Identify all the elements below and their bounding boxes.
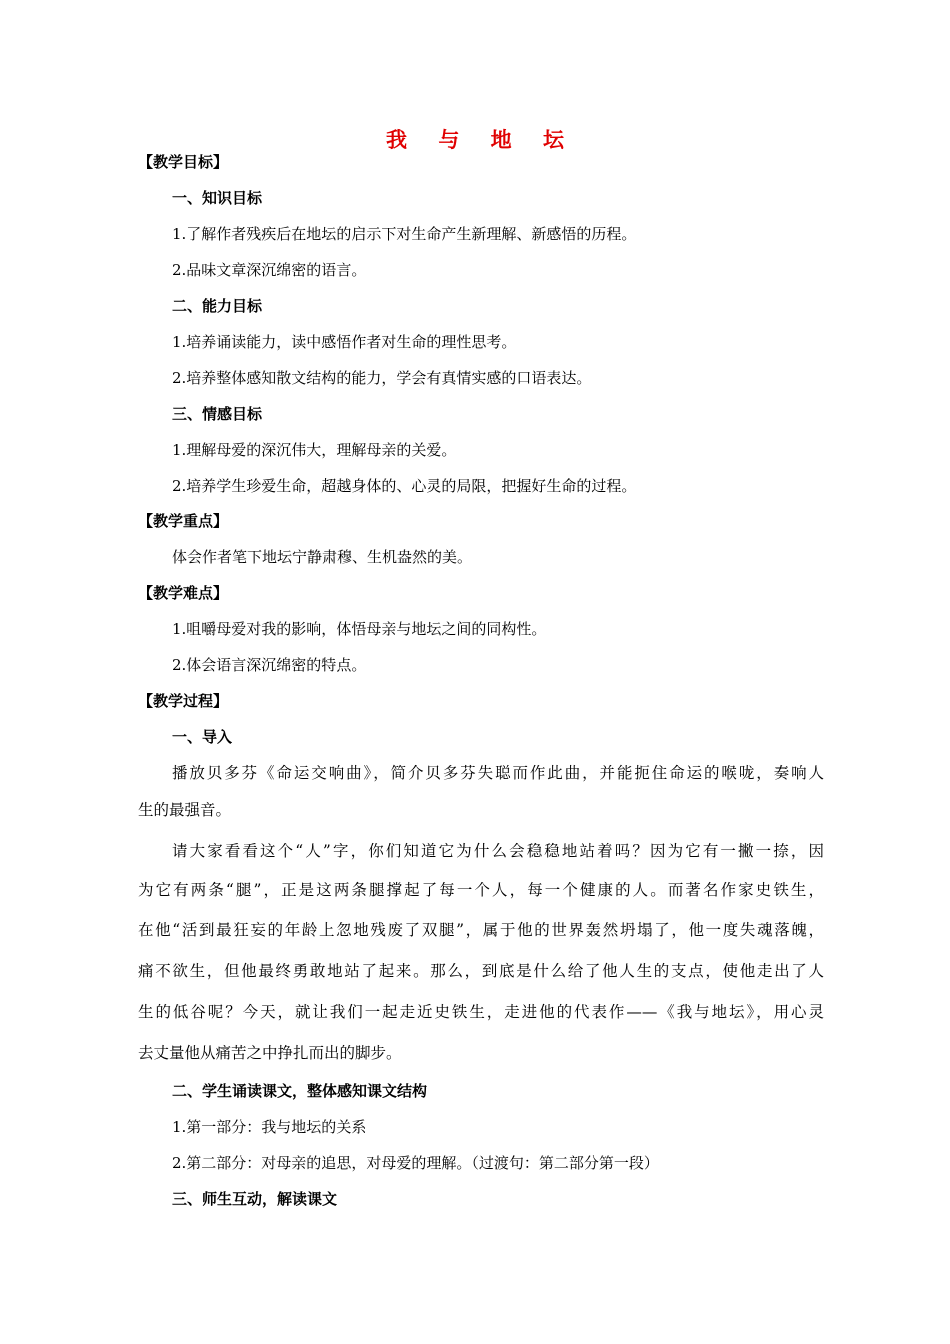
list-item: 1.咀嚼母爱对我的影响，体悟母亲与地坛之间的同构性。 [172, 620, 547, 638]
subheading-interaction: 三、师生互动，解读课文 [172, 1190, 338, 1208]
paragraph-line: 生的低谷呢？今天，就让我们一起走近史铁生，走进他的代表作——《我与地坛》，用心灵 [138, 1003, 824, 1021]
paragraph-line: 去丈量他从痛苦之中挣扎而出的脚步。 [138, 1044, 402, 1062]
page-title: 我 与 地 坛 [386, 128, 576, 152]
subheading-emotion: 三、情感目标 [172, 405, 263, 423]
key-points-text: 体会作者笔下地坛宁静肃穆、生机盎然的美。 [172, 548, 473, 566]
list-item: 1.了解作者残疾后在地坛的启示下对生命产生新理解、新感悟的历程。 [172, 225, 637, 243]
section-heading-difficulties: 【教学难点】 [138, 584, 229, 602]
list-item: 1.培养诵读能力，读中感悟作者对生命的理性思考。 [172, 333, 517, 351]
list-item: 2.培养学生珍爱生命，超越身体的、心灵的局限，把握好生命的过程。 [172, 477, 637, 495]
paragraph-line: 生的最强音。 [138, 801, 232, 819]
subheading-reading: 二、学生诵读课文，整体感知课文结构 [172, 1082, 428, 1100]
list-item: 2.品味文章深沉绵密的语言。 [172, 261, 367, 279]
list-item: 1.理解母爱的深沉伟大，理解母亲的关爱。 [172, 441, 457, 459]
paragraph-line: 请大家看看这个“人”字，你们知道它为什么会稳稳地站着吗？因为它有一撇一捺，因 [172, 842, 824, 860]
paragraph-line: 痛不欲生，但他最终勇敢地站了起来。那么，到底是什么给了他人生的支点，使他走出了人 [138, 962, 824, 980]
list-item: 2.体会语言深沉绵密的特点。 [172, 656, 367, 674]
paragraph-line: 在他“活到最狂妄的年龄上忽地残废了双腿”，属于他的世界轰然坍塌了，他一度失魂落魄， [138, 921, 824, 939]
subheading-knowledge: 一、知识目标 [172, 189, 263, 207]
paragraph-line: 为它有两条“腿”，正是这两条腿撑起了每一个人，每一个健康的人。而著名作家史铁生， [138, 881, 824, 899]
subheading-intro: 一、导入 [172, 728, 233, 746]
list-item: 1.第一部分：我与地坛的关系 [172, 1118, 367, 1136]
section-heading-objectives: 【教学目标】 [138, 153, 229, 171]
list-item: 2.培养整体感知散文结构的能力，学会有真情实感的口语表达。 [172, 369, 592, 387]
section-heading-process: 【教学过程】 [138, 692, 229, 710]
section-heading-key-points: 【教学重点】 [138, 512, 229, 530]
subheading-ability: 二、能力目标 [172, 297, 263, 315]
list-item: 2.第二部分：对母亲的追思，对母爱的理解。（过渡句：第二部分第一段） [172, 1154, 659, 1172]
paragraph-line: 播放贝多芬《命运交响曲》，简介贝多芬失聪而作此曲，并能扼住命运的喉咙，奏响人 [172, 764, 824, 782]
